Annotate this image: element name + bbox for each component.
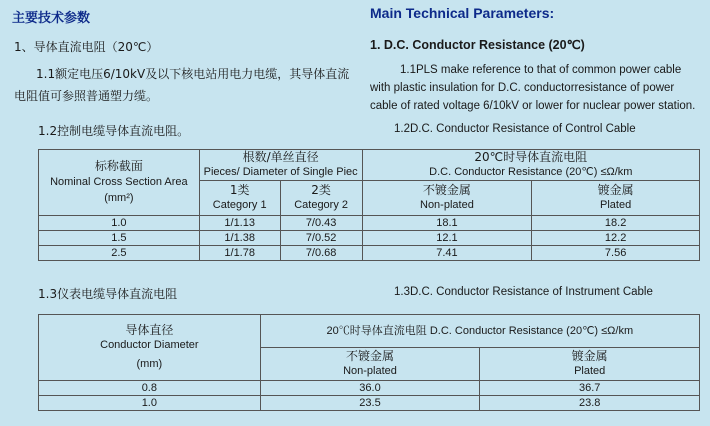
header-nominal-section-cn: 标称截面 xyxy=(94,159,143,173)
table-row xyxy=(39,216,700,231)
cell-category-1: 1/1.78 xyxy=(199,246,280,261)
cell-diameter: 1.0 xyxy=(39,396,261,411)
header-plated-cn: 镀金属 xyxy=(571,349,608,363)
header-non-plated xyxy=(260,348,480,381)
paragraph-1-1-en: 1.1PLS make reference to that of common power cable with plastic insulation for D.C. conductorresistance of power cable of rated voltage 6/10kV or lower for nuclear power station. xyxy=(370,64,696,112)
header-conductor-diameter-cn: 导体直径 xyxy=(125,323,174,337)
header-resistance-en: D.C. Conductor Resistance (20℃) ≤Ω/km xyxy=(429,166,633,178)
cell-area: 1.5 xyxy=(39,231,200,246)
title-en: Main Technical Parameters: xyxy=(370,5,555,21)
header-pieces xyxy=(199,150,362,181)
header-nominal-section xyxy=(39,150,200,216)
header-plated xyxy=(532,181,700,216)
header-pieces-en: Pieces/ Diameter of Single Piec xyxy=(203,166,358,178)
cell-non-plated: 12.1 xyxy=(362,231,532,246)
cell-plated: 23.8 xyxy=(480,396,700,411)
cell-plated: 18.2 xyxy=(532,216,700,231)
cell-plated: 7.56 xyxy=(532,246,700,261)
table-row xyxy=(39,396,700,411)
title-cn: 主要技术参数 xyxy=(12,11,91,26)
header-resistance-cn: 20℃时导体直流电阻 xyxy=(474,150,588,164)
header-non-plated-cn: 不镀金属 xyxy=(422,183,471,197)
header-nominal-section-en: Nominal Cross Section Area xyxy=(50,176,188,188)
paragraph-1-3-en: 1.3D.C. Conductor Resistance of Instrument Cable xyxy=(394,286,653,298)
cell-area: 1.0 xyxy=(39,216,200,231)
instrument-cable-resistance-table xyxy=(38,314,700,411)
header-category-2-cn: 2类 xyxy=(311,183,331,197)
cell-non-plated: 18.1 xyxy=(362,216,532,231)
cell-plated: 12.2 xyxy=(532,231,700,246)
paragraph-1-2-en: 1.2D.C. Conductor Resistance of Control Cable xyxy=(394,123,636,135)
header-conductor-diameter xyxy=(39,315,261,381)
header-pieces-cn: 根数/单丝直径 xyxy=(242,150,319,164)
paragraph-1-3-cn: 1.3仪表电缆导体直流电阻 xyxy=(38,287,178,301)
header-non-plated-cn: 不镀金属 xyxy=(346,349,395,363)
header-non-plated-en: Non-plated xyxy=(343,365,397,377)
cell-non-plated: 23.5 xyxy=(260,396,480,411)
paragraph-1-1-cn: 1.1额定电压6/10kV及以下核电站用电力电缆，其导体直流电阻值可参照普通塑力缆。 xyxy=(14,67,350,103)
header-non-plated-en: Non-plated xyxy=(420,199,474,211)
table-row xyxy=(39,246,700,261)
header-category-1-cn: 1类 xyxy=(229,183,250,197)
header-conductor-diameter-en: Conductor Diameter xyxy=(100,339,199,351)
cell-diameter: 0.8 xyxy=(39,381,261,396)
table-row xyxy=(39,381,700,396)
cell-category-2: 7/0.68 xyxy=(280,246,362,261)
header-resistance xyxy=(362,150,699,181)
cell-non-plated: 7.41 xyxy=(362,246,532,261)
section-1-title-en: 1. D.C. Conductor Resistance (20℃) xyxy=(370,38,585,52)
control-cable-resistance-table xyxy=(38,149,700,261)
cell-category-1: 1/1.13 xyxy=(199,216,280,231)
table-row xyxy=(39,231,700,246)
header-non-plated xyxy=(362,181,532,216)
header-category-1 xyxy=(199,181,280,216)
header-nominal-section-unit: (mm²) xyxy=(104,192,134,204)
header-plated-en: Plated xyxy=(574,365,606,377)
cell-plated: 36.7 xyxy=(480,381,700,396)
header-conductor-diameter-unit: (mm) xyxy=(136,358,163,370)
cell-category-2: 7/0.43 xyxy=(280,216,362,231)
cell-category-1: 1/1.38 xyxy=(199,231,280,246)
header-category-2-en: Category 2 xyxy=(294,199,349,211)
cell-category-2: 7/0.52 xyxy=(280,231,362,246)
header-category-2 xyxy=(280,181,362,216)
header-category-1-en: Category 1 xyxy=(212,199,267,211)
section-1-title-cn: 1、导体直流电阻（20℃） xyxy=(14,40,159,54)
header-plated xyxy=(480,348,700,381)
header-plated-en: Plated xyxy=(600,199,632,211)
header-plated-cn: 镀金属 xyxy=(597,183,634,197)
header-resistance-text: 20℃时导体直流电阻 D.C. Conductor Resistance (20℃) ≤Ω/km xyxy=(326,324,634,337)
cell-non-plated: 36.0 xyxy=(260,381,480,396)
cell-area: 2.5 xyxy=(39,246,200,261)
header-resistance xyxy=(260,315,699,348)
paragraph-1-2-cn: 1.2控制电缆导体直流电阻。 xyxy=(38,124,190,138)
